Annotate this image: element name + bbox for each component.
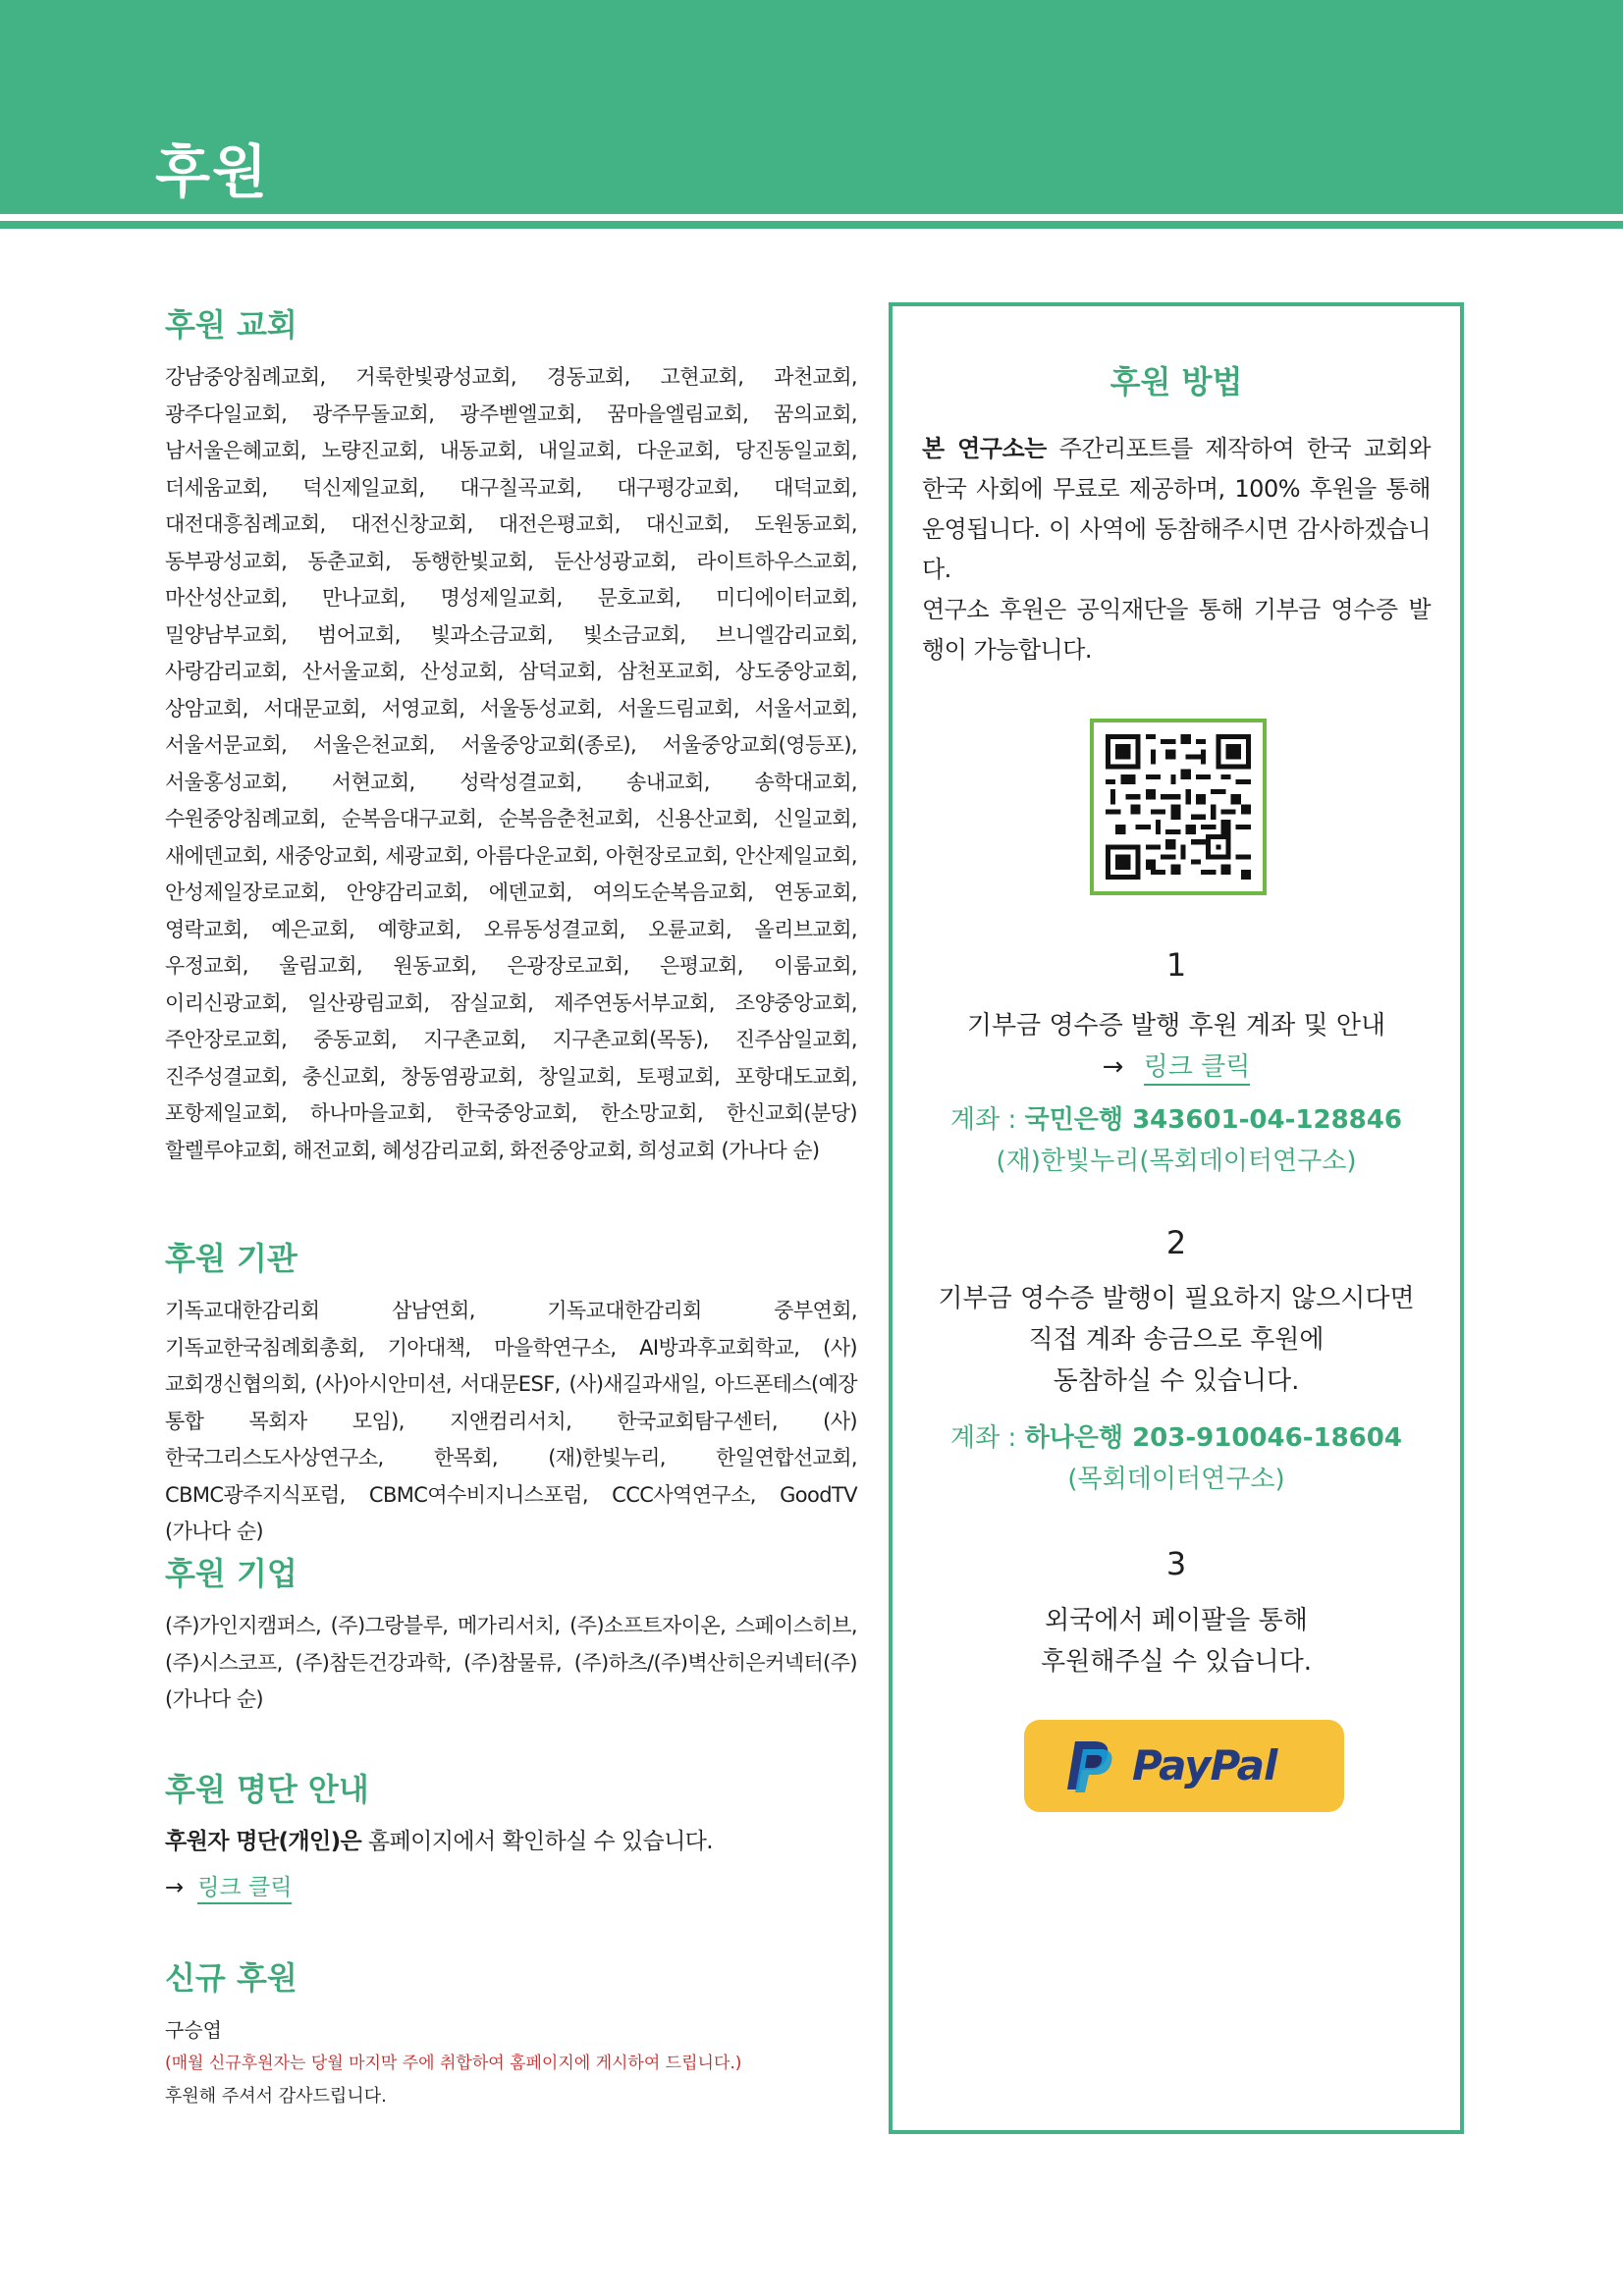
step-2-account-value: 하나은행 203-910046-18604 (1024, 1423, 1402, 1453)
donation-method-box (889, 302, 1464, 2134)
section-list-info (165, 1765, 857, 1901)
section-title-list-info: 후원 명단 안내 (165, 1771, 369, 1808)
paypal-button[interactable] (1024, 1720, 1344, 1812)
list-info-bold: 후원자 명단(개인)은 (165, 1829, 362, 1854)
step-1-link-row (912, 1046, 1440, 1088)
step-1-link[interactable]: 링크 클릭 (1144, 1052, 1251, 1086)
method-title: 후원 방법 (1109, 363, 1243, 400)
step-3-number: 3 (1165, 1545, 1187, 1582)
section-institutions (165, 1234, 857, 1551)
paypal-label: PayPal (1132, 1741, 1277, 1789)
step-2-line-2: 직접 계좌 송금으로 후원에 (1028, 1325, 1325, 1355)
paypal-logo-icon (1061, 1739, 1118, 1794)
step-2-account-holder: (목회데이터연구소) (1067, 1465, 1285, 1494)
page-title: 후원 (155, 138, 270, 205)
method-intro (922, 429, 1431, 670)
step-1-number: 1 (1165, 946, 1187, 984)
churches-list: 강남중앙침례교회, 거룩한빛광성교회, 경동교회, 고현교회, 과천교회, 광주다일교회, 광주무돌교회, 광주벧엘교회, 꿈마을엘림교회, 꿈의교회, 남서울은혜교회, 노량진교회, 내동교회, 내일교회, 다운교회, 당진동일교회, 더세움교회, 덕신제일교회, 대구칠곡교회, 대구평강교회, 대덕교회, 대전대흥침례교회, 대전신창교회, 대전은평교회, 대신교회, 도원동교회, 동부광성교회, 동춘교회, 동행한빛교회, 둔산성광교회, 라이트하우스교회, 마산성산교회, 만나교회, 명성제일교회, 문호교회, 미디에이터교회, 밀양남부교회, 범어교회, 빛과소금교회, 빛소금교회, 브니엘감리교회, 사랑감리교회, 산서울교회, 산성교회, 삼덕교회, 삼천포교회, 상도중앙교회, 상암교회, 서대문교회, 서영교회, 서울동성교회, 서울드림교회, 서울서교회, 서울서문교회, 서울은천교회, 서울중앙교회(종로), 서울중앙교회(영등포), 서울홍성교회, 서현교회, 성락성결교회, 송내교회, 송학대교회, 수원중앙침례교회, 순복음대구교회, 순복음춘천교회, 신용산교회, 신일교회, 새에덴교회, 새중앙교회, 세광교회, 아름다운교회, 아현장로교회, 안산제일교회, 안성제일장로교회, 안양감리교회, 에덴교회, 여의도순복음교회, 연동교회, 영락교회, 예은교회, 예향교회, 오류동성결교회, 오륜교회, 올리브교회, 우정교회, 울림교회, 원동교회, 은광장로교회, 은평교회, 이룸교회, 이리신광교회, 일산광림교회, 잠실교회, 제주연동서부교회, 조양중앙교회, 주안장로교회, 중동교회, 지구촌교회, 지구촌교회(목동), 진주삼일교회, 진주성결교회, 충신교회, 창동염광교회, 창일교회, 토평교회, 포항대도교회, 포항제일교회, 하나마을교회, 한국중앙교회, 한소망교회, 한신교회(분당) 할렐루야교회, 해전교회, 혜성감리교회, 화전중앙교회, 희성교회 (가나다 순) (165, 365, 857, 1162)
method-intro-line2: 연구소 후원은 공익재단을 통해 기부금 영수증 발행이 가능합니다. (922, 596, 1431, 664)
step-1-account-label: 계좌 : (950, 1105, 1025, 1135)
new-sponsor-note: (매월 신규후원자는 당월 마지막 주에 취합하여 홈페이지에 게시하여 드립니다.) (165, 2054, 742, 2073)
method-intro-rest: 주간리포트를 제작하여 한국 교회와 한국 사회에 무료로 제공하며, 100% 후원을 통해 운영됩니다. 이 사역에 동참해주시면 감사하겠습니다. (922, 435, 1431, 583)
section-title-companies: 후원 기업 (165, 1555, 298, 1592)
step-2-account-label: 계좌 : (950, 1423, 1025, 1453)
step-3-line-2: 후원해주실 수 있습니다. (1041, 1647, 1312, 1677)
header-divider (0, 221, 1623, 229)
section-title-institutions: 후원 기관 (165, 1240, 298, 1277)
arrow-right-icon: → (165, 1874, 185, 1900)
qr-code-icon[interactable] (1090, 719, 1267, 895)
list-info-link[interactable]: 링크 클릭 (197, 1875, 292, 1904)
step-3-line-1: 외국에서 페이팔을 통해 (1045, 1606, 1308, 1635)
list-info-rest: 홈페이지에서 확인하실 수 있습니다. (361, 1829, 714, 1854)
step-1-account-holder: (재)한빛누리(목회데이터연구소) (996, 1147, 1357, 1176)
new-sponsor-thanks: 후원해 주셔서 감사드립니다. (165, 2086, 387, 2107)
step-2-line-3: 동참하실 수 있습니다. (1053, 1366, 1300, 1396)
step-1-text: 기부금 영수증 발행 후원 계좌 및 안내 (966, 1011, 1386, 1041)
section-churches (165, 300, 857, 1169)
companies-list: (주)가인지캠퍼스, (주)그랑블루, 메가리서치, (주)소프트자이온, 스페이스히브, (주)시스코프, (주)참든건강과학, (주)참물류, (주)하츠/(주)벽산히은커넥터(주) (가나다 순) (165, 1614, 857, 1711)
step-2-account (893, 1417, 1460, 1459)
step-2-number: 2 (1165, 1224, 1187, 1261)
section-title-new-sponsor: 신규 후원 (165, 1959, 298, 1997)
header-banner (0, 0, 1623, 214)
section-new-sponsor (165, 1953, 857, 2114)
list-info-text (165, 1824, 857, 1861)
step-1-account (893, 1099, 1460, 1141)
section-companies (165, 1549, 857, 1719)
step-1-account-value: 국민은행 343601-04-128846 (1024, 1105, 1402, 1135)
method-intro-bold: 본 연구소는 (922, 435, 1047, 462)
list-info-link-row (165, 1869, 857, 1901)
new-sponsor-name: 구승엽 (165, 2018, 222, 2042)
institutions-list: 기독교대한감리회 삼남연회, 기독교대한감리회 중부연회, 기독교한국침례회총회, 기아대책, 마을학연구소, AI방과후교회학교, (사)교회갱신협의회, (사)아시안미션, 서대문ESF, (사)새길과새일, 아드폰테스(예장 통합 목회자 모임), 지앤컴리서치, 한국교회탐구센터, (사)한국그리스도사상연구소, 한목회, (재)한빛누리, 한일연합선교회, CBMC광주지식포럼, CBMC여수비지니스포럼, CCC사역연구소, GoodTV (가나다 순) (165, 1299, 857, 1543)
arrow-right-icon: → (1102, 1052, 1124, 1082)
section-title-churches: 후원 교회 (165, 306, 298, 344)
step-2-line-1: 기부금 영수증 발행이 필요하지 않으시다면 (938, 1284, 1415, 1313)
